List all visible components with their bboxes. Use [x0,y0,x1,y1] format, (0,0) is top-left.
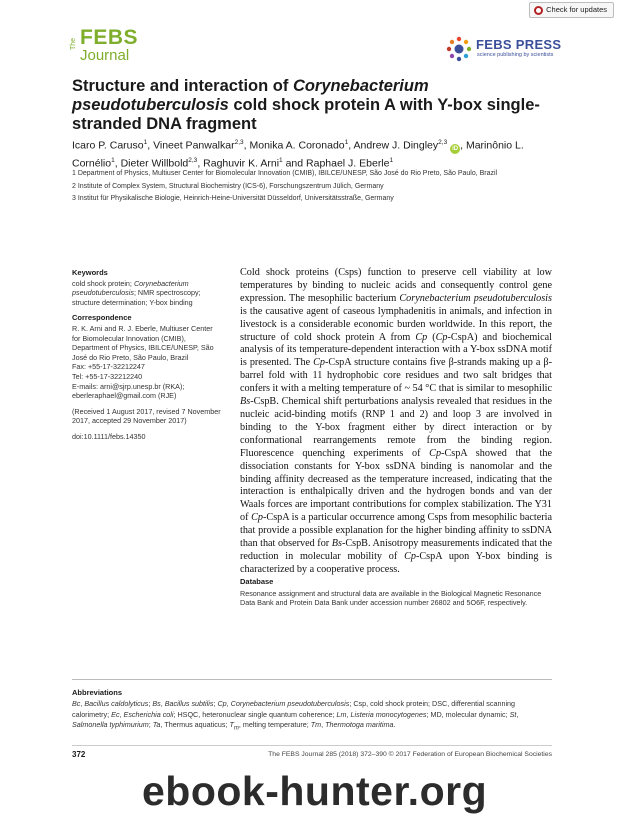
check-for-updates-button[interactable] [529,2,614,18]
author-name: Raphael J. Eberle [306,157,390,169]
logo-febs: FEBS [80,26,139,49]
author-name: Andrew J. Dingley [353,139,439,152]
author-affiliation-sup: 2,3 [438,139,448,146]
abbreviation-term: DSC [432,699,448,709]
abstract-text [240,267,552,577]
correspondence-block [72,313,222,400]
abstract-seg: -CspA) and biochemical analysis of its temperature-dependent interaction with a Y-box ssDNA motif is presented. The [240,331,553,369]
author-name: Dieter Willbold [120,157,189,169]
abbreviation-term: $T_m$ [229,719,239,732]
affiliation-3: 3 Institut für Physikalische Biologie, Heinrich-Heine-Universität Düsseldorf, Universitätsstraße, Germany [72,195,394,202]
abbreviation-definition: cold shock protein [370,699,429,709]
article-info-sidebar [72,268,222,448]
abstract-italic: Cp [404,550,416,562]
footer-citation: The FEBS Journal 285 (2018) 372–390 © 2017 Federation of European Biochemical Societies [268,751,552,758]
abbreviation-term: Lm [336,709,347,719]
abbreviation-term: Bc [72,699,81,709]
abstract-seg: -CspB. Chemical shift perturbations analysis revealed that residues in the nucleic acid-binding motifs (RNP 1 and 2) and loop 3 are involved in binding to the Y-box fragment either by direct interaction or by conformational rearrangements remote from the binding region. Fluorescence quenching experiments of [240,396,552,459]
orcid-icon[interactable]: iD [452,145,459,152]
watermark: ebook-hunter.org [142,768,488,814]
author-list: Icaro P. Caruso$^1$, Vineet Panwalkar$^{2,3}$, Monika A. Coronado$^1$, Andrew J. Dingley$^{2,3}$ iD , Marinônio L. Cornélio$^1$, Dieter Willbold$^{2,3}$, Raghuvir K. Arni$^1$ and Raphael J. Eberle$^1$ [72,139,524,169]
author-affiliation-sup: 2,3 [234,139,244,146]
abstract-italic: Cp [429,447,442,459]
title-part-1: Structure and interaction of [72,77,293,95]
abbreviations-heading: Abbreviations [72,688,123,697]
author-name: Marinônio L. Cornélio [72,139,524,169]
abstract-italic: Cp [251,512,264,524]
title-species: Corynebacterium pseudotuberculosis [72,77,429,114]
abbreviation-definition: Salmonella typhimurium [72,719,149,729]
abbreviation-definition: heteronuclear single quantum coherence [202,709,333,719]
crossmark-icon [534,6,543,15]
author-affiliation-sup: 1 [344,139,349,146]
keywords-heading: Keywords [72,268,108,277]
abstract-italic: Corynebacterium pseudotuberculosis [399,292,552,304]
author-affiliation-sup: 1 [389,156,394,164]
author-affiliation-sup: 1 [279,156,283,164]
keywords-text [72,279,222,308]
abbreviation-term: Ta [152,719,161,729]
abstract-seg: -CspA structure contains five β-strands making up a β-barrel fold with 11 hydrophobic core residues and two salt bridges that confers it with a melting temperature of ~ 54 °C that is similar to mesophilic [240,357,553,395]
abstract-seg: is the causative agent of caseous lymphadenitis in animals, and infection in livestock is a considerable economic burden worldwide. In this report, the structure of cold shock protein A from [240,305,552,343]
abstract-seg: -CspB. Anisotropy measurements indicated that the reduction in molecular mobility of [240,538,552,562]
abbreviation-definition: differential scanning calorimetry [72,699,516,719]
author-affiliation-sup: 1 [111,156,115,164]
correspondence-address: R. K. Arni and R. J. Eberle, Multiuser Center for Biomolecular Innovation (CMIB), Department of Physics, IBILCE/UNESP, São José do Rio Preto, São Paulo, Brazil [72,323,214,362]
abstract-seg: Cold shock proteins (Csps) function to preserve cell viability at low temperatures by binding to nucleic acids and consequently control gene expression. The mesophilic bacterium [240,267,552,304]
abbreviation-definition: Bacillus caldolyticus [84,699,149,709]
correspondence-tel: Tel: +55-17-32212240 [72,371,143,381]
abstract-italic: Cp [415,331,428,343]
abstract-italic: Cp [435,331,448,343]
author-name: Monika A. Coronado [249,139,345,152]
affiliations [72,168,572,206]
author-name: Vineet Panwalkar [153,139,235,152]
abbreviation-definition: molecular dynamic [445,709,506,719]
page-number: 372 [72,750,86,759]
logo-journal: Journal [80,47,130,64]
abbreviation-term: Ec [111,709,120,719]
febs-press-tagline: science publishing by scientists [477,52,554,58]
database-block [240,577,552,608]
abbreviation-definition: Thermotoga maritima [325,719,394,729]
abbreviation-term: Tm [310,719,322,729]
keywords-block [72,268,222,307]
abbreviation-term: MD [430,709,442,719]
abbreviations-block [72,688,552,734]
affiliation-2: 2 Institute of Complex System, Structural Biochemistry (ICS-6), Forschungszentrum Jülich, Germany [72,182,384,190]
database-heading: Database [240,577,274,586]
author-name: Raghuvir K. Arni [203,157,280,169]
abstract-italic: Bs [331,538,342,550]
author-name: Icaro P. Caruso [72,139,144,152]
article-title [72,77,552,134]
doi-link[interactable]: doi:10.1111/febs.14350 [72,431,146,441]
abbreviation-definition: Thermus aquaticus [164,719,226,729]
check-for-updates-label: Check for updates [546,5,607,14]
keywords-part-1: cold shock protein; [72,278,134,288]
keywords-part-2: ; NMR spectroscopy; structure determination; Y-box binding [72,288,201,307]
abbreviation-definition: melting temperature [242,719,307,729]
abbreviations-list: Bc, Bacillus caldolyticus; Bs, Bacillus subtilis; Cp, Corynebacterium pseudotuberculosis; Csp, cold shock protein; DSC, differential scanning calorimetry; Ec, Escherichia coli; HSQC, heteronuclear single quantum coherence; Lm, Listeria monocytogenes; MD, molecular dynamic; St, Salmonella typhimurium; Ta, Thermus aquaticus; $T_m$, melting temperature; Tm, Thermotoga maritima. [72,699,519,732]
abstract-seg: ( [427,331,436,343]
correspondence-heading: Correspondence [72,313,132,323]
abbreviation-term: Csp [353,699,367,709]
abbreviation-term: Cp [217,699,227,709]
abstract-italic: Cp [313,357,326,369]
title-part-2: cold shock protein A with Y-box single-stranded DNA fragment [72,96,540,133]
abbreviation-term-sub: m [233,725,239,732]
abbreviation-definition: Bacillus subtilis [164,699,214,709]
abbreviation-definition: Corynebacterium pseudotuberculosis [230,699,350,709]
received-dates: (Received 1 August 2017, revised 7 November 2017, accepted 29 November 2017) [72,406,221,426]
febs-press-dots-icon [446,36,472,62]
keywords-species: Corynebacterium pseudotuberculosis [72,278,189,298]
abstract-seg: -CspA showed that the dissociation constants for Y-box ssDNA binding is nanomolar and the binding affinity decreased as the temperature increased, indicating that the interaction is enthalpically driven and the hydrogen bonds and van der Waals forces are important contributions for complex stabilization. The Y31 of [240,447,552,524]
abbreviation-term: St [509,709,517,719]
abbreviation-term: HSQC [177,709,199,719]
abstract-seg: -CspA is a particular occurrence among Csps from mesophilic bacteria that provide a possible explanation for the higher binding affinity to ssDNA than that observed for [240,512,552,550]
database-text: Resonance assignment and structural data are available in the Biological Magnetic Resonance Data Bank and Protein Data Bank under accession number 26802 and 5O6F, respectively. [240,588,542,607]
abbreviation-definition: Listeria monocytogenes [350,709,427,719]
logo-the: The [70,37,77,50]
correspondence-fax: Fax: +55-17-32212247 [72,362,145,372]
febs-journal-logo [70,26,170,68]
febs-press-name: FEBS PRESS [476,37,562,52]
affiliation-1: 1 Department of Physics, Multiuser Center for Biomolecular Innovation (CMIB), IBILCE/UNESP, São José do Rio Preto, São Paulo, Brazil [72,170,498,177]
author-affiliation-sup: 1 [143,139,148,146]
abstract-seg: -CspA upon Y-box binding is characterized by a cooperative process. [240,550,552,575]
abstract-italic: Bs [240,396,251,408]
correspondence-emails[interactable]: E-mails: arni@sjrp.unesp.br (RKA); eberleraphael@gmail.com (RJE) [72,381,185,401]
abbreviation-definition: Escherichia coli [123,709,174,719]
abbreviation-term: Bs [152,699,161,709]
febs-press-logo [446,34,576,64]
footer-divider [72,745,552,746]
abbreviations-divider [72,679,552,680]
author-affiliation-sup: 2,3 [188,156,198,164]
